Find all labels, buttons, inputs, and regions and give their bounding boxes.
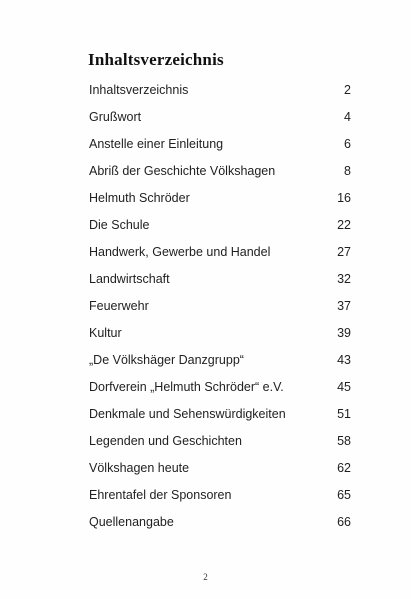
toc-entry bbox=[89, 406, 351, 433]
toc-entry-title: Landwirtschaft bbox=[89, 272, 170, 286]
table-of-contents bbox=[89, 82, 351, 541]
toc-entry bbox=[89, 163, 351, 190]
toc-entry bbox=[89, 460, 351, 487]
toc-entry-page: 43 bbox=[337, 353, 351, 367]
toc-entry-page: 58 bbox=[337, 434, 351, 448]
toc-entry bbox=[89, 325, 351, 352]
toc-entry-page: 62 bbox=[337, 461, 351, 475]
toc-entry bbox=[89, 82, 351, 109]
toc-entry-page: 2 bbox=[344, 83, 351, 97]
toc-entry-title: Ehrentafel der Sponsoren bbox=[89, 488, 232, 502]
toc-entry-page: 6 bbox=[344, 137, 351, 151]
toc-entry-page: 37 bbox=[337, 299, 351, 313]
toc-entry-page: 16 bbox=[337, 191, 351, 205]
toc-entry-title: Kultur bbox=[89, 326, 122, 340]
toc-entry-page: 4 bbox=[344, 110, 351, 124]
toc-entry bbox=[89, 379, 351, 406]
toc-entry-title: Anstelle einer Einleitung bbox=[89, 137, 224, 151]
toc-entry bbox=[89, 136, 351, 163]
toc-entry-page: 51 bbox=[337, 407, 351, 421]
toc-heading: Inhaltsverzeichnis bbox=[88, 50, 224, 69]
toc-entry-title: Quellenangabe bbox=[89, 515, 174, 529]
toc-entry-title: Grußwort bbox=[89, 110, 142, 124]
toc-entry-title: Völkshagen heute bbox=[89, 461, 190, 475]
toc-entry-page: 39 bbox=[337, 326, 351, 340]
toc-entry-page: 32 bbox=[337, 272, 351, 286]
toc-entry bbox=[89, 244, 351, 271]
toc-entry-title: Inhaltsverzeichnis bbox=[89, 83, 189, 97]
toc-entry-page: 65 bbox=[337, 488, 351, 502]
toc-entry-title: Handwerk, Gewerbe und Handel bbox=[89, 245, 271, 259]
toc-entry-title: Legenden und Geschichten bbox=[89, 434, 242, 448]
toc-entry-title: „De Völkshäger Danzgrupp“ bbox=[89, 353, 244, 367]
toc-entry bbox=[89, 217, 351, 244]
toc-entry bbox=[89, 352, 351, 379]
toc-entry-title: Denkmale und Sehenswürdigkeiten bbox=[89, 407, 286, 421]
toc-entry-page: 66 bbox=[337, 515, 351, 529]
toc-entry-page: 45 bbox=[337, 380, 351, 394]
toc-entry-title: Dorfverein „Helmuth Schröder“ e.V. bbox=[89, 380, 284, 394]
toc-entry-title: Die Schule bbox=[89, 218, 150, 232]
toc-entry bbox=[89, 514, 351, 541]
toc-entry bbox=[89, 271, 351, 298]
toc-entry bbox=[89, 298, 351, 325]
toc-entry-page: 27 bbox=[337, 245, 351, 259]
toc-entry-page: 22 bbox=[337, 218, 351, 232]
toc-entry-title: Helmuth Schröder bbox=[89, 191, 190, 205]
page-number: 2 bbox=[203, 572, 208, 582]
toc-entry bbox=[89, 487, 351, 514]
toc-entry-title: Abriß der Geschichte Völkshagen bbox=[89, 164, 276, 178]
toc-entry bbox=[89, 433, 351, 460]
toc-entry-title: Feuerwehr bbox=[89, 299, 149, 313]
toc-entry bbox=[89, 190, 351, 217]
toc-entry-page: 8 bbox=[344, 164, 351, 178]
toc-entry bbox=[89, 109, 351, 136]
